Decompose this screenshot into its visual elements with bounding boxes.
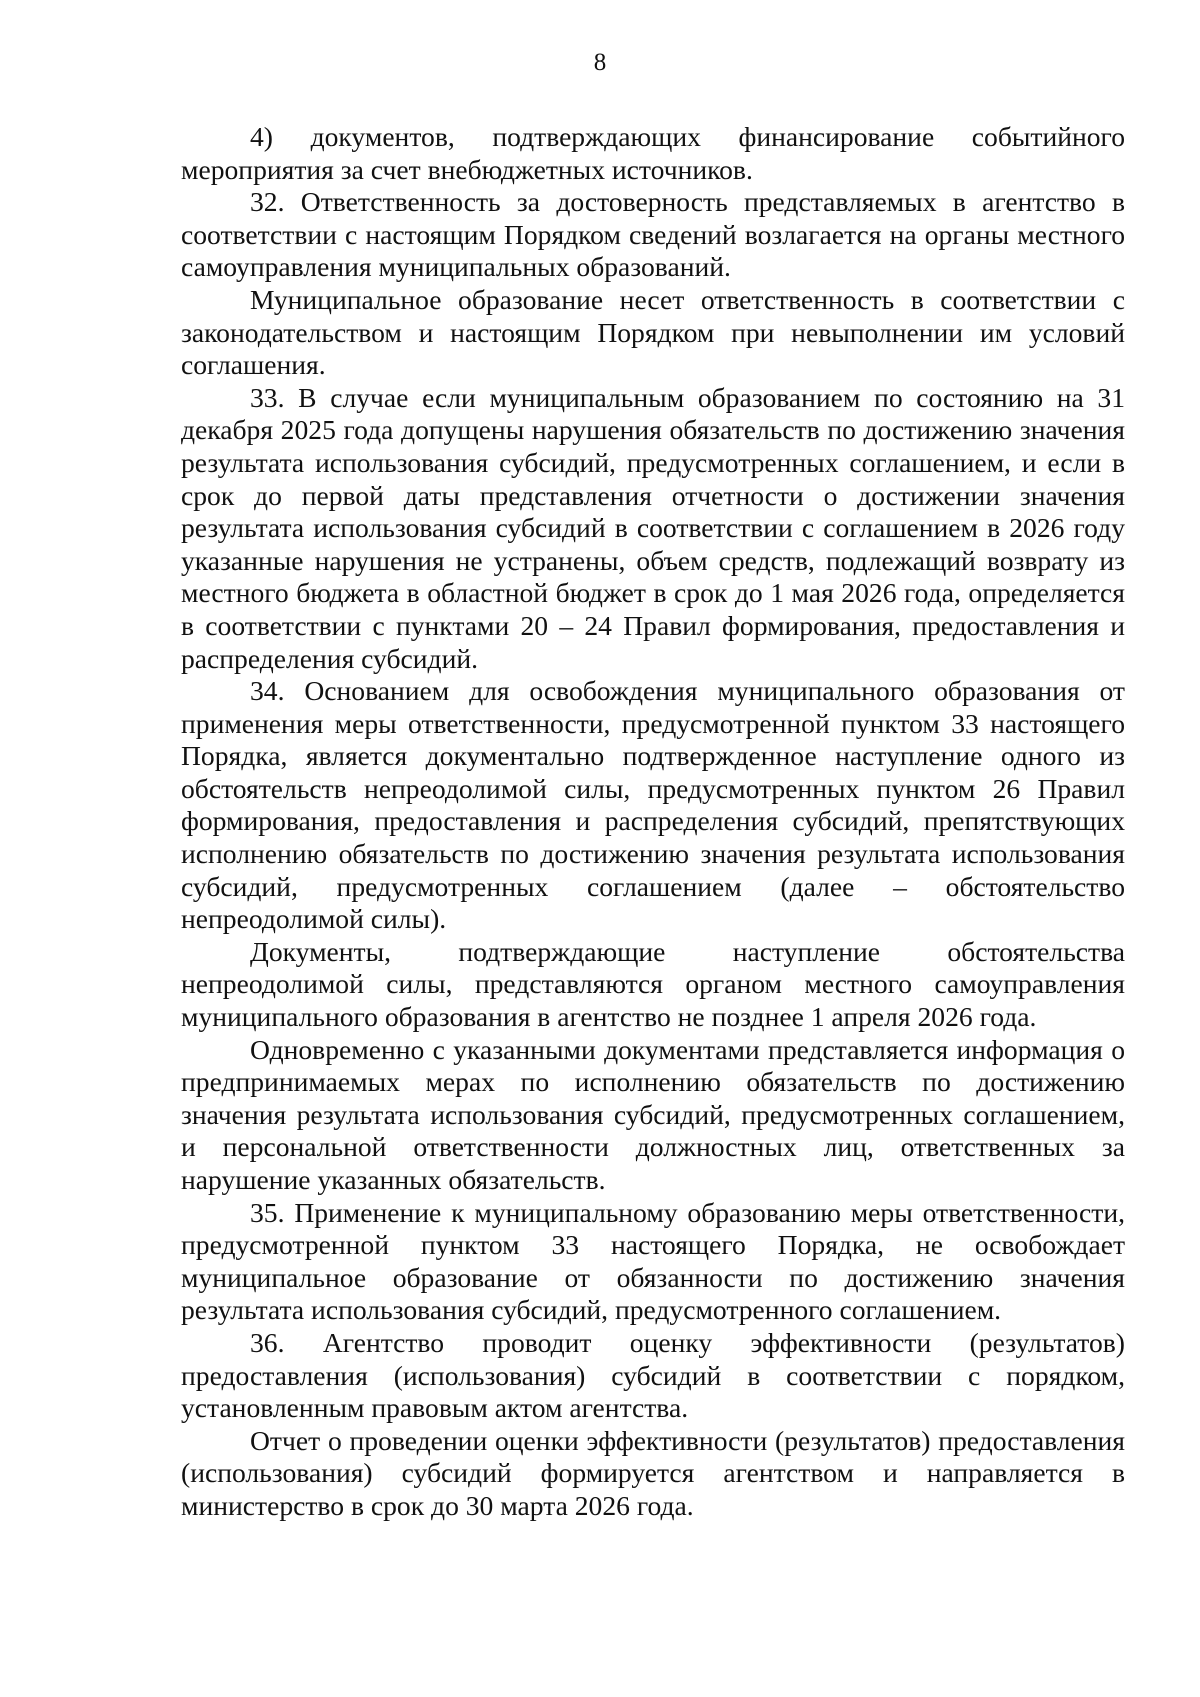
- paragraph-36-evaluation: 36. Агентство проводит оценку эффективности (результатов) предоставления (использования) субсидий в соответствии с порядком, установленным правовым актом агентства.: [181, 1326, 1125, 1424]
- paragraph-measures-information: Одновременно с указанными документами представляется информация о предпринимаемых мерах по исполнению обязательств по достижению значения результата использования субсидий, предусмотренных соглашением, и персональной ответственности должностных лиц, ответственных за нарушение указанных обязательств.: [181, 1033, 1125, 1195]
- paragraph-municipal-responsibility: Муниципальное образование несет ответственность в соответствии с законодательством и настоящим Порядком при невыполнении им условий соглашения.: [181, 283, 1125, 381]
- paragraph-force-majeure-documents: Документы, подтверждающие наступление обстоятельства непреодолимой силы, представляются органом местного самоуправления муниципального образования в агентство не позднее 1 апреля 2026 года.: [181, 935, 1125, 1033]
- page-number: 8: [593, 49, 607, 76]
- paragraph-evaluation-report: Отчет о проведении оценки эффективности (результатов) предоставления (использования) субсидий формируется агентством и направляется в министерство в срок до 30 марта 2026 года.: [181, 1424, 1125, 1521]
- paragraph-item-4-documents: 4) документов, подтверждающих финансирование событийного мероприятия за счет внебюджетных источников.: [181, 121, 1125, 185]
- paragraph-32-responsibility: 32. Ответственность за достоверность представляемых в агентство в соответствии с настоящим Порядком сведений возлагается на органы местного самоуправления муниципальных образований.: [181, 186, 1125, 283]
- document-body: [181, 121, 1125, 1523]
- paragraph-35-application: 35. Применение к муниципальному образованию меры ответственности, предусмотренной пунктом 33 настоящего Порядка, не освобождает муниципальное образование от обязанности по достижению значения результата использования субсидий, предусмотренного соглашением.: [181, 1196, 1125, 1326]
- paragraph-34-force-majeure: 34. Основанием для освобождения муниципального образования от применения меры ответственности, предусмотренной пунктом 33 настоящего Порядка, является документально подтвержденное наступление одного из обстоятельств непреодолимой силы, предусмотренных пунктом 26 Правил формирования, предоставления и распределения субсидий, препятствующих исполнению обязательств по достижению значения результата использования субсидий, предусмотренных соглашением (далее – обстоятельство непреодолимой силы).: [181, 675, 1125, 935]
- paragraph-33-violations: 33. В случае если муниципальным образованием по состоянию на 31 декабря 2025 года допущены нарушения обязательств по достижению значения результата использования субсидий, предусмотренных соглашением, и если в срок до первой даты представления отчетности о достижении значения результата использования субсидий в соответствии с соглашением в 2026 году указанные нарушения не устранены, объем средств, подлежащий возврату из местного бюджета в областной бюджет в срок до 1 мая 2026 года, определяется в соответствии с пунктами 20 – 24 Правил формирования, предоставления и распределения субсидий.: [181, 381, 1125, 674]
